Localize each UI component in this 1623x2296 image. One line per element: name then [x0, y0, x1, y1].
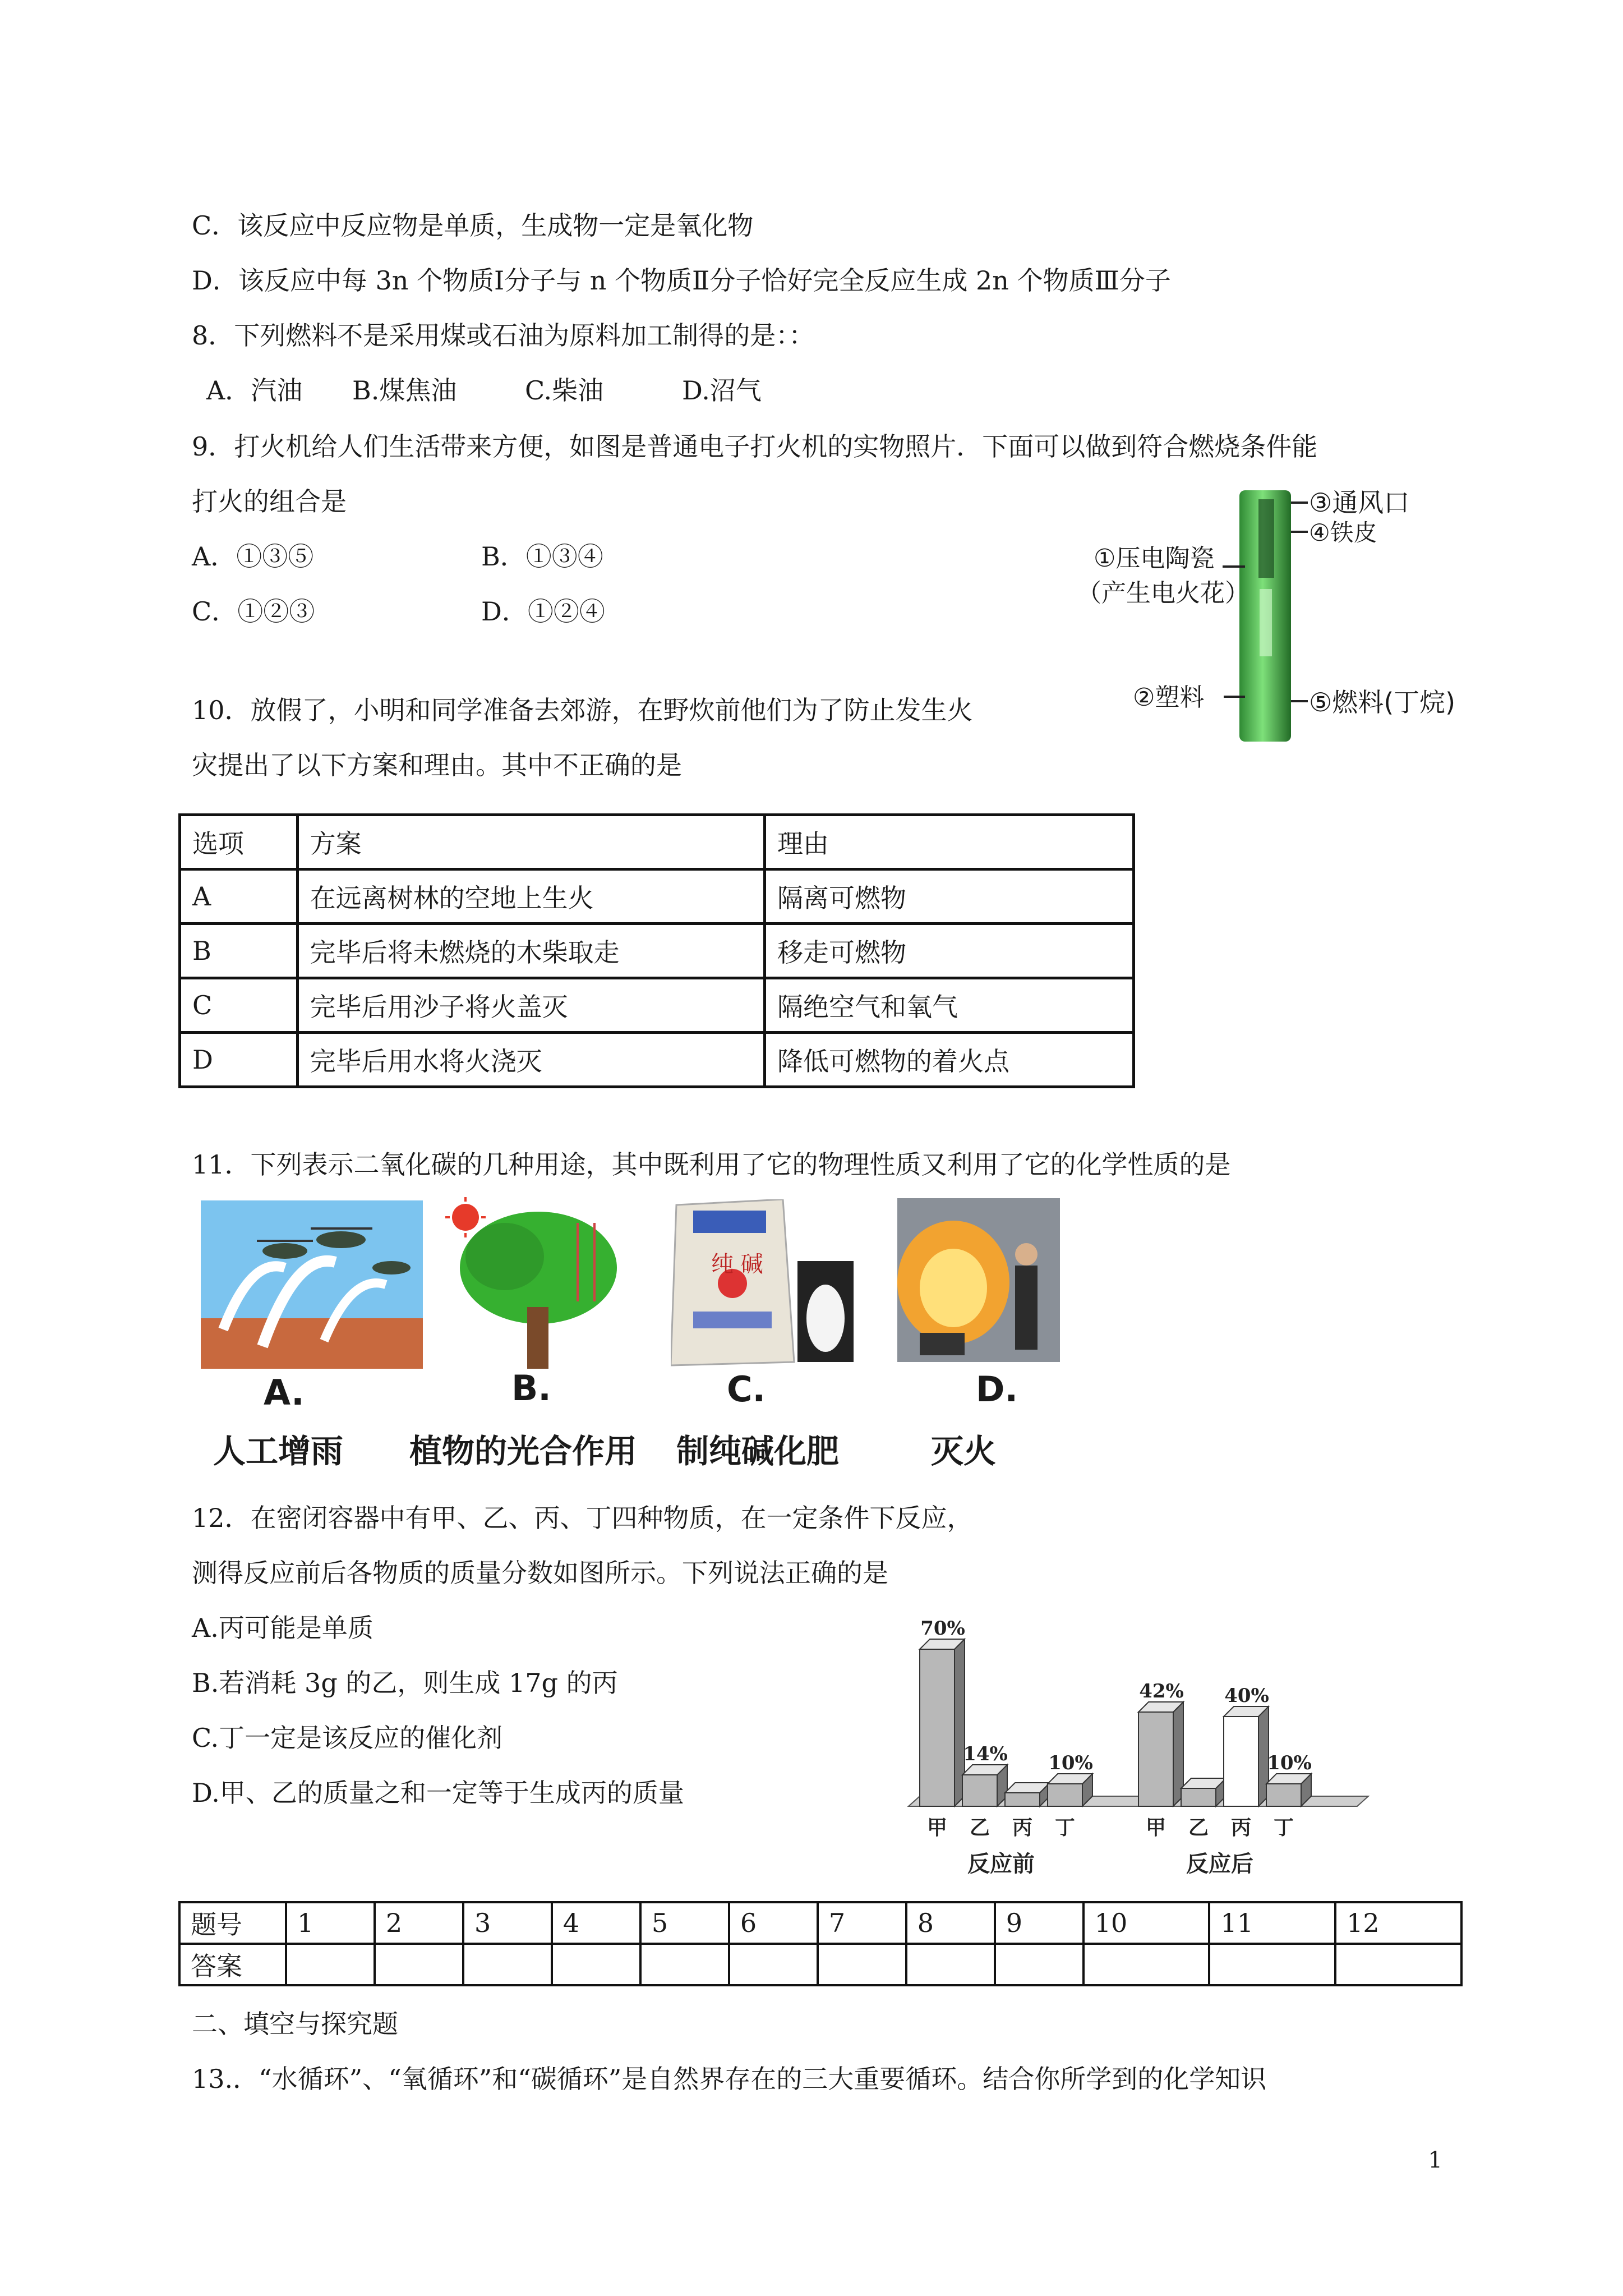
q11-picture-c — [671, 1199, 856, 1368]
q11-stem: 11．下列表示二氧化碳的几种用途，其中既利用了它的物理性质又利用了它的化学性质的是 — [192, 1149, 1231, 1180]
answer-number: 10 — [1083, 1902, 1210, 1944]
answer-cell[interactable] — [729, 1944, 818, 1985]
answer-cell[interactable] — [375, 1944, 463, 1985]
group-label: 反应前 — [967, 1851, 1035, 1877]
answer-cell[interactable] — [463, 1944, 552, 1985]
answer-row-label: 题号 — [179, 1902, 286, 1944]
q8-stem: 8．下列燃料不是采用煤或石油为原料加工制得的是：： — [192, 320, 815, 351]
mass-fraction-chart — [897, 1616, 1380, 1896]
q12-option-c: C.丁一定是该反应的催化剂 — [192, 1723, 503, 1753]
bag-label: 纯 碱 — [711, 1251, 763, 1277]
q9-option-b: B．①③④ — [481, 541, 603, 572]
bar-value-label: 42% — [1139, 1680, 1184, 1703]
q11-letter-b: B. — [511, 1368, 551, 1409]
q11-letter-a: A. — [264, 1372, 305, 1413]
tree-sun-icon — [443, 1195, 645, 1374]
table-cell: A — [180, 869, 298, 924]
bar-value-label: 10% — [1048, 1752, 1093, 1774]
bar-value-label: 70% — [920, 1617, 965, 1640]
helicopter-rain-icon — [201, 1200, 423, 1369]
q8-option-b: B.煤焦油 — [352, 375, 457, 406]
answer-cell[interactable] — [995, 1944, 1083, 1985]
bar — [1048, 1784, 1082, 1806]
q9-option-a: A．①③⑤ — [192, 541, 314, 572]
table-cell: 完毕后将未燃烧的木柴取走 — [297, 924, 764, 978]
table-cell: 隔离可燃物 — [764, 869, 1133, 924]
q12-stem-line1: 12．在密闭容器中有甲、乙、丙、丁四种物质，在一定条件下反应， — [192, 1503, 973, 1533]
answer-number: 9 — [995, 1902, 1083, 1944]
q12-option-b: B.若消耗 3g 的乙，则生成 17g 的丙 — [192, 1668, 618, 1698]
fire-extinguisher-icon — [897, 1198, 1060, 1362]
q9-option-c: C．①②③ — [192, 596, 315, 627]
category-label: 丙 — [1230, 1816, 1252, 1839]
q13-stem: 13.．“水循环”、“氧循环”和“碳循环”是自然界存在的三大重要循环。结合你所学到的化学知识 — [192, 2064, 1267, 2094]
table-cell: 降低可燃物的着火点 — [764, 1033, 1133, 1087]
answer-cell[interactable] — [552, 1944, 640, 1985]
category-label: 丁 — [1273, 1816, 1294, 1839]
answer-cell[interactable] — [1335, 1944, 1461, 1985]
q11-letter-d: D. — [976, 1369, 1018, 1410]
table-cell: B — [180, 924, 298, 978]
soda-bag-icon — [671, 1199, 856, 1368]
answer-blank-row — [179, 1944, 1461, 1985]
q12-option-d: D.甲、乙的质量之和一定等于生成丙的质量 — [192, 1778, 684, 1808]
answer-number: 5 — [640, 1902, 729, 1944]
answer-cell[interactable] — [1209, 1944, 1335, 1985]
table-cell: D — [180, 1033, 298, 1087]
bar-value-label: 10% — [1267, 1752, 1312, 1774]
table-cell: C — [180, 978, 298, 1033]
q10-table — [178, 813, 1135, 1088]
table-cell: 隔绝空气和氧气 — [764, 978, 1133, 1033]
page-number: 1 — [1428, 2147, 1442, 2173]
answer-table — [178, 1901, 1463, 1986]
bar — [962, 1775, 997, 1806]
answer-cell[interactable] — [906, 1944, 995, 1985]
header-option: 选项 — [180, 815, 298, 869]
bar — [920, 1649, 955, 1806]
label-plastic: ②塑料 — [1133, 683, 1205, 712]
q9-stem-line2: 打火的组合是 — [192, 486, 347, 517]
q11-picture-d — [897, 1198, 1060, 1362]
label-ceramic: ①压电陶瓷 — [1094, 544, 1215, 573]
q8-option-a: A．汽油 — [206, 375, 303, 406]
lighter-figure — [1077, 488, 1481, 746]
header-plan: 方案 — [297, 815, 764, 869]
chart-svg — [897, 1616, 1380, 1896]
bar — [1005, 1793, 1040, 1806]
answer-number: 3 — [463, 1902, 552, 1944]
table-cell: 完毕后用沙子将火盖灭 — [297, 978, 764, 1033]
q11-letter-c: C. — [727, 1369, 766, 1410]
bar-value-label: 40% — [1224, 1685, 1269, 1707]
table-row — [180, 869, 1134, 924]
bar — [1181, 1788, 1216, 1806]
answer-cell[interactable] — [818, 1944, 906, 1985]
answer-number: 1 — [286, 1902, 375, 1944]
q11-caption-a: 人工增雨 — [213, 1432, 344, 1470]
table-row — [180, 978, 1134, 1033]
q7-option-d: D．该反应中每 3n 个物质Ⅰ分子与 n 个物质Ⅱ分子恰好完全反应生成 2n 个物质Ⅲ分子 — [192, 265, 1171, 296]
section-2-heading: 二、填空与探究题 — [192, 2009, 398, 2039]
answer-number: 11 — [1209, 1902, 1335, 1944]
label-spark: （产生电火花） — [1077, 579, 1249, 608]
answer-number: 7 — [818, 1902, 906, 1944]
answer-number: 8 — [906, 1902, 995, 1944]
bar — [1224, 1717, 1258, 1806]
answer-cell[interactable] — [640, 1944, 729, 1985]
category-label: 甲 — [1145, 1816, 1166, 1839]
q10-stem-line2: 灾提出了以下方案和理由。其中不正确的是 — [192, 750, 682, 780]
q11-caption-c: 制纯碱化肥 — [676, 1432, 840, 1470]
category-label: 乙 — [969, 1816, 990, 1839]
table-row — [180, 1033, 1134, 1087]
header-reason: 理由 — [764, 815, 1133, 869]
q10-stem-line1: 10．放假了，小明和同学准备去郊游，在野炊前他们为了防止发生火 — [192, 695, 973, 725]
answer-cell[interactable] — [1083, 1944, 1210, 1985]
category-label: 甲 — [926, 1816, 948, 1839]
category-label: 丁 — [1054, 1816, 1076, 1839]
table-row — [180, 924, 1134, 978]
label-fuel: ⑤燃料(丁烷) — [1309, 687, 1456, 717]
answer-number: 2 — [375, 1902, 463, 1944]
answer-number: 12 — [1335, 1902, 1461, 1944]
category-label: 乙 — [1188, 1816, 1209, 1839]
table-cell: 在远离树林的空地上生火 — [297, 869, 764, 924]
label-iron: ④铁皮 — [1309, 519, 1377, 546]
label-vent: ③通风口 — [1309, 487, 1410, 518]
q11-picture-a — [201, 1200, 423, 1369]
answer-number-row — [179, 1902, 1461, 1944]
q11-picture-b — [443, 1195, 645, 1374]
q7-option-c: C．该反应中反应物是单质，生成物一定是氧化物 — [192, 210, 754, 241]
table-cell: 完毕后用水将火浇灭 — [297, 1033, 764, 1087]
q11-caption-b: 植物的光合作用 — [409, 1432, 638, 1470]
q11-caption-d: 灭火 — [931, 1432, 997, 1470]
table-header-row — [180, 815, 1134, 869]
q12-option-a: A.丙可能是单质 — [192, 1613, 374, 1643]
answer-row-label: 答案 — [179, 1944, 286, 1985]
q9-option-d: D．①②④ — [481, 596, 605, 627]
q12-stem-line2: 测得反应前后各物质的质量分数如图所示。下列说法正确的是 — [192, 1558, 888, 1588]
bar — [1138, 1712, 1173, 1806]
q8-option-d: D.沼气 — [682, 375, 762, 406]
group-label: 反应后 — [1186, 1851, 1253, 1877]
table-cell: 移走可燃物 — [764, 924, 1133, 978]
category-label: 丙 — [1012, 1816, 1033, 1839]
bar — [1266, 1784, 1301, 1806]
answer-number: 4 — [552, 1902, 640, 1944]
q8-option-c: C.柴油 — [525, 375, 604, 406]
answer-cell[interactable] — [286, 1944, 375, 1985]
bar-value-label: 14% — [963, 1743, 1008, 1765]
answer-number: 6 — [729, 1902, 818, 1944]
q9-stem-line1: 9．打火机给人们生活带来方便，如图是普通电子打火机的实物照片．下面可以做到符合燃烧条件能 — [192, 431, 1318, 462]
